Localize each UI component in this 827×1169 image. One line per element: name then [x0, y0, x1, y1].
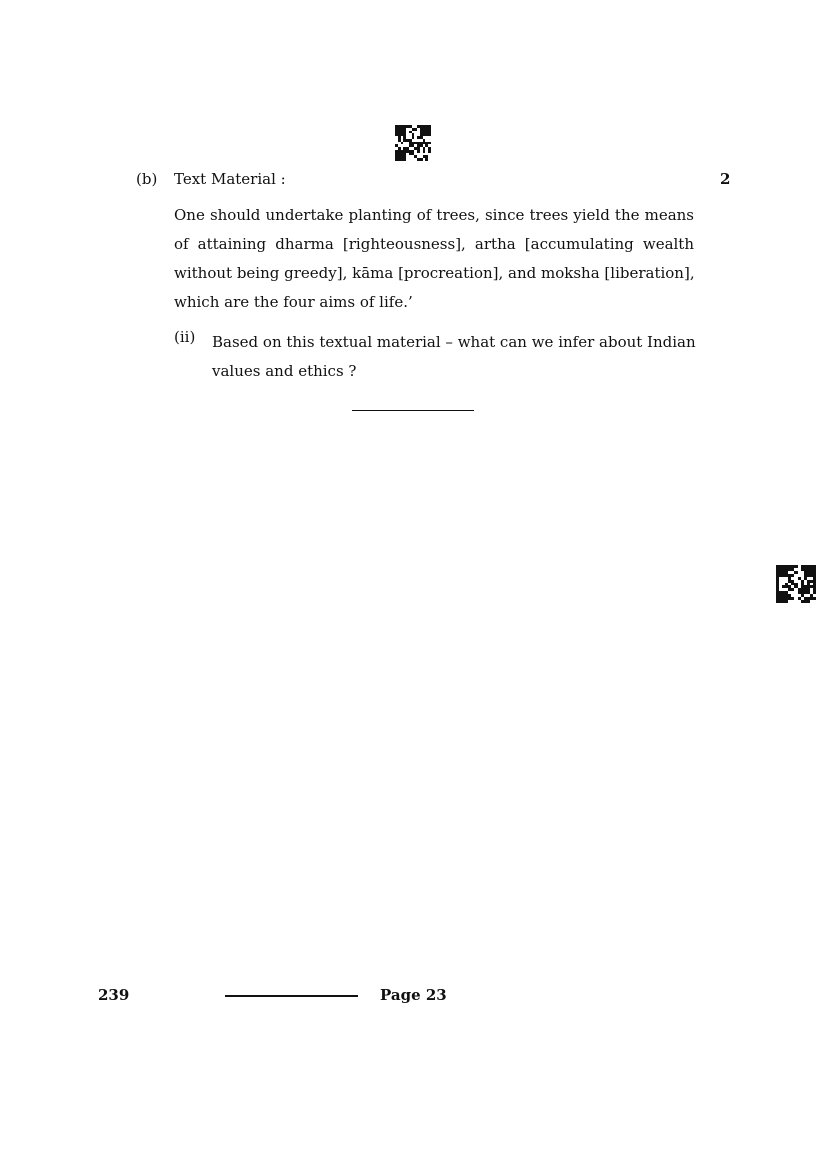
- part-label: (b): [136, 170, 158, 188]
- passage-line: One should undertake planting of trees, since trees yield the means: [174, 206, 694, 224]
- sub-question-line: Based on this textual material – what can we infer about Indian: [212, 333, 696, 351]
- passage-line: of attaining dharma [righteousness], artha [accumulating wealth: [174, 235, 694, 253]
- passage-line: without being greedy], kāma [procreation], and moksha [liberation],: [174, 264, 695, 282]
- passage-text: [174, 201, 694, 317]
- footer-code: 239: [98, 986, 130, 1004]
- marks-value: 2: [720, 170, 731, 188]
- footer-rule: [225, 995, 358, 997]
- end-of-question-rule: [352, 410, 474, 411]
- qr-code-side: [776, 565, 816, 603]
- section-heading: Text Material :: [174, 170, 286, 188]
- footer-page-number: Page 23: [380, 986, 447, 1004]
- sub-question-text: [212, 328, 694, 386]
- sub-question-line: values and ethics ?: [212, 362, 357, 380]
- sub-question-number: (ii): [174, 328, 196, 346]
- qr-code-top: [395, 125, 431, 161]
- passage-line: which are the four aims of life.’: [174, 293, 413, 311]
